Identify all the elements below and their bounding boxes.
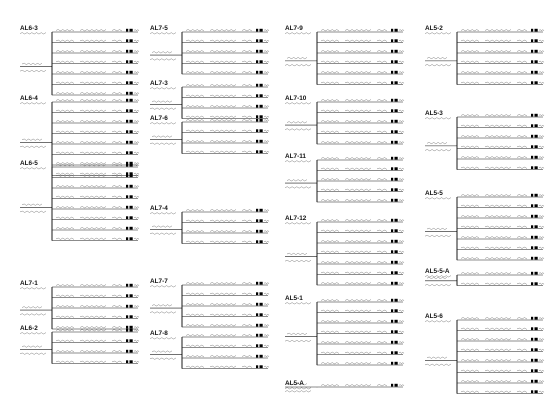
circuit-mark [260, 219, 263, 222]
circuit-mark [531, 282, 533, 285]
circuit-mark [256, 119, 258, 122]
circuit-mark [391, 362, 393, 365]
circuit-mark [260, 313, 263, 316]
circuit-mark [130, 50, 133, 53]
circuit-mark [126, 81, 128, 84]
circuit-mark [256, 282, 258, 285]
circuit-mark [391, 271, 393, 274]
circuit-mark [391, 309, 393, 312]
circuit-mark [130, 237, 133, 240]
circuit-mark [531, 71, 533, 74]
circuit-mark [256, 129, 258, 132]
circuit-mark [395, 261, 398, 264]
circuit-mark [260, 50, 263, 53]
circuit-mark [395, 271, 398, 274]
panel-title: AL5-A [285, 380, 304, 387]
circuit-mark [535, 390, 538, 393]
circuit-mark [256, 150, 258, 153]
panel-title: AL7-11 [285, 153, 306, 160]
circuit-mark [126, 206, 128, 209]
circuit-mark [535, 380, 538, 383]
circuit-mark [531, 204, 533, 207]
circuit-mark [126, 305, 128, 308]
circuit-mark [395, 167, 398, 170]
circuit-mark [126, 151, 128, 154]
circuit-mark [531, 194, 533, 197]
panel-title: AL7-7 [150, 278, 168, 285]
circuit-mark [391, 341, 393, 344]
panel-title: AL5-5 [425, 190, 443, 197]
circuit-mark [256, 115, 258, 118]
circuit-mark [395, 320, 398, 323]
panel-title: AL6-3 [20, 25, 38, 32]
circuit-mark [256, 240, 258, 243]
circuit-mark [130, 329, 133, 332]
circuit-mark [531, 39, 533, 42]
circuit-mark [395, 99, 398, 102]
circuit-mark [395, 39, 398, 42]
circuit-mark [126, 130, 128, 133]
circuit-mark [531, 215, 533, 218]
circuit-mark [531, 225, 533, 228]
circuit-mark [126, 29, 128, 32]
circuit-mark [256, 219, 258, 222]
circuit-mark [535, 348, 538, 351]
circuit-mark [535, 39, 538, 42]
panel-title: AL5-1 [285, 295, 303, 302]
circuit-mark [130, 206, 133, 209]
circuit-mark [130, 151, 133, 154]
circuit-mark [130, 305, 133, 308]
circuit-mark [535, 29, 538, 32]
circuit-mark [535, 166, 538, 169]
circuit-mark [130, 360, 133, 363]
circuit-mark [391, 261, 393, 264]
circuit-mark [130, 315, 133, 318]
circuit-mark [260, 240, 263, 243]
circuit-mark [256, 355, 258, 358]
circuit-mark [256, 29, 258, 32]
circuit-mark [535, 124, 538, 127]
circuit-mark [395, 29, 398, 32]
circuit-mark [535, 338, 538, 341]
circuit-mark [395, 109, 398, 112]
circuit-mark [535, 194, 538, 197]
circuit-mark [531, 359, 533, 362]
circuit-mark [130, 120, 133, 123]
circuit-mark [260, 105, 263, 108]
circuit-mark [130, 227, 133, 230]
circuit-mark [535, 135, 538, 138]
circuit-mark [130, 185, 133, 188]
circuit-mark [531, 348, 533, 351]
circuit-mark [391, 60, 393, 63]
circuit-mark [531, 236, 533, 239]
circuit-mark [126, 339, 128, 342]
circuit-mark [260, 129, 263, 132]
circuit-mark [126, 109, 128, 112]
circuit-mark [260, 29, 263, 32]
circuit-mark [130, 29, 133, 32]
circuit-mark [126, 174, 128, 177]
circuit-mark [130, 130, 133, 133]
circuit-mark [260, 150, 263, 153]
circuit-mark [130, 284, 133, 287]
circuit-mark [126, 99, 128, 102]
panel-title: AL7-8 [150, 330, 168, 337]
circuit-mark [531, 380, 533, 383]
circuit-mark [535, 282, 538, 285]
circuit-mark [391, 157, 393, 160]
circuit-mark [395, 157, 398, 160]
circuit-mark [391, 219, 393, 222]
circuit-mark [395, 282, 398, 285]
panel-title: AL5-3 [425, 110, 443, 117]
circuit-mark [391, 229, 393, 232]
panel-title: AL7-12 [285, 215, 307, 222]
circuit-mark [535, 272, 538, 275]
circuit-mark [395, 299, 398, 302]
circuit-mark [531, 166, 533, 169]
panel-title: AL7-9 [285, 25, 303, 32]
circuit-mark [535, 246, 538, 249]
circuit-mark [130, 326, 133, 329]
circuit-mark [391, 199, 393, 202]
circuit-mark [391, 141, 393, 144]
panel-title: AL5-6 [425, 313, 443, 320]
circuit-mark [126, 350, 128, 353]
circuit-mark [535, 204, 538, 207]
circuit-mark [535, 215, 538, 218]
circuit-mark [395, 60, 398, 63]
circuit-mark [391, 167, 393, 170]
circuit-mark [260, 292, 263, 295]
circuit-mark [260, 140, 263, 143]
circuit-mark [391, 29, 393, 32]
circuit-mark [126, 164, 128, 167]
circuit-mark [391, 81, 393, 84]
circuit-mark [391, 50, 393, 53]
circuit-mark [260, 71, 263, 74]
circuit-mark [126, 329, 128, 332]
circuit-mark [391, 320, 393, 323]
panel-title: AL7-5 [150, 25, 168, 32]
circuit-mark [126, 50, 128, 53]
circuit-mark [391, 120, 393, 123]
panel-title: AL7-6 [150, 115, 168, 122]
circuit-mark [256, 94, 258, 97]
circuit-mark [126, 294, 128, 297]
circuit-mark [535, 60, 538, 63]
circuit-mark [395, 229, 398, 232]
circuit-mark [395, 240, 398, 243]
circuit-mark [395, 199, 398, 202]
panel-title: AL6-5 [20, 160, 38, 167]
circuit-mark [395, 120, 398, 123]
circuit-mark [395, 71, 398, 74]
circuit-mark [531, 390, 533, 393]
circuit-mark [535, 317, 538, 320]
circuit-mark [535, 71, 538, 74]
circuit-mark [260, 282, 263, 285]
circuit-mark [130, 195, 133, 198]
circuit-mark [391, 299, 393, 302]
circuit-mark [395, 178, 398, 181]
circuit-mark [126, 326, 128, 329]
circuit-mark [531, 50, 533, 53]
circuit-mark [260, 209, 263, 212]
circuit-mark [130, 294, 133, 297]
circuit-mark [256, 84, 258, 87]
circuit-mark [260, 344, 263, 347]
circuit-mark [256, 344, 258, 347]
circuit-mark [535, 114, 538, 117]
circuit-mark [130, 109, 133, 112]
circuit-mark [256, 303, 258, 306]
circuit-mark [531, 272, 533, 275]
circuit-mark [126, 216, 128, 219]
circuit-mark [531, 145, 533, 148]
circuit-mark [130, 39, 133, 42]
circuit-mark [256, 39, 258, 42]
circuit-mark [535, 81, 538, 84]
circuit-mark [531, 29, 533, 32]
circuit-mark [256, 313, 258, 316]
panel-title: AL6-4 [20, 95, 38, 102]
circuit-mark [126, 120, 128, 123]
circuit-mark [391, 71, 393, 74]
circuit-mark [531, 369, 533, 372]
circuit-mark [531, 124, 533, 127]
circuit-mark [260, 230, 263, 233]
circuit-mark [531, 114, 533, 117]
circuit-mark [260, 365, 263, 368]
circuit-mark [531, 81, 533, 84]
circuit-mark [260, 94, 263, 97]
circuit-mark [535, 156, 538, 159]
panel-title: AL5-5-A [425, 268, 450, 275]
circuit-mark [531, 257, 533, 260]
circuit-mark [260, 303, 263, 306]
circuit-mark [126, 284, 128, 287]
circuit-mark [126, 39, 128, 42]
circuit-mark [256, 365, 258, 368]
circuit-mark [391, 188, 393, 191]
circuit-mark [130, 81, 133, 84]
circuit-mark [126, 195, 128, 198]
circuit-mark [531, 327, 533, 330]
circuit-mark [130, 92, 133, 95]
circuit-mark [535, 225, 538, 228]
circuit-mark [256, 105, 258, 108]
circuit-mark [126, 237, 128, 240]
circuit-mark [395, 141, 398, 144]
circuit-mark [126, 185, 128, 188]
circuit-mark [391, 250, 393, 253]
circuit-mark [260, 60, 263, 63]
circuit-mark [395, 188, 398, 191]
panel-title: AL7-4 [150, 205, 168, 212]
panel-title: AL7-3 [150, 80, 168, 87]
panel-title: AL5-2 [425, 25, 443, 32]
circuit-mark [395, 81, 398, 84]
circuit-mark [391, 384, 393, 387]
circuit-mark [535, 327, 538, 330]
circuit-mark [256, 50, 258, 53]
circuit-mark [535, 50, 538, 53]
circuit-mark [395, 351, 398, 354]
circuit-mark [391, 178, 393, 181]
circuit-mark [531, 135, 533, 138]
circuit-mark [391, 330, 393, 333]
circuit-mark [126, 60, 128, 63]
circuit-mark [126, 360, 128, 363]
circuit-mark [391, 109, 393, 112]
circuit-mark [256, 230, 258, 233]
circuit-mark [256, 209, 258, 212]
circuit-mark [130, 174, 133, 177]
panel-title: AL7-1 [20, 280, 38, 287]
circuit-mark [395, 330, 398, 333]
circuit-mark [535, 359, 538, 362]
circuit-mark [535, 369, 538, 372]
circuit-mark [126, 227, 128, 230]
circuit-mark [130, 99, 133, 102]
circuit-mark [256, 334, 258, 337]
circuit-mark [126, 71, 128, 74]
circuit-mark [130, 60, 133, 63]
circuit-mark [391, 39, 393, 42]
circuit-mark [256, 324, 258, 327]
circuit-mark [395, 219, 398, 222]
circuit-mark [531, 246, 533, 249]
circuit-mark [260, 355, 263, 358]
circuit-mark [126, 315, 128, 318]
circuit-mark [395, 362, 398, 365]
circuit-mark [395, 384, 398, 387]
circuit-mark [535, 145, 538, 148]
circuit-mark [260, 84, 263, 87]
circuit-mark [130, 350, 133, 353]
circuit-mark [126, 141, 128, 144]
circuit-mark [391, 130, 393, 133]
circuit-mark [130, 71, 133, 74]
circuit-mark [260, 119, 263, 122]
circuit-mark [535, 257, 538, 260]
circuit-mark [391, 99, 393, 102]
circuit-mark [391, 240, 393, 243]
circuit-mark [126, 92, 128, 95]
circuit-mark [130, 164, 133, 167]
circuit-mark [130, 141, 133, 144]
circuit-mark [256, 140, 258, 143]
circuit-mark [395, 130, 398, 133]
circuit-mark [260, 334, 263, 337]
circuit-mark [260, 115, 263, 118]
circuit-mark [395, 250, 398, 253]
circuit-mark [391, 282, 393, 285]
circuit-mark [260, 39, 263, 42]
circuit-mark [395, 50, 398, 53]
circuit-mark [256, 60, 258, 63]
panel-title: AL6-2 [20, 325, 38, 332]
circuit-mark [535, 236, 538, 239]
circuit-mark [391, 351, 393, 354]
circuit-mark [531, 156, 533, 159]
circuit-mark [130, 339, 133, 342]
circuit-mark [395, 309, 398, 312]
circuit-mark [256, 292, 258, 295]
circuit-mark [395, 341, 398, 344]
circuit-mark [256, 71, 258, 74]
circuit-mark [130, 216, 133, 219]
circuit-mark [531, 338, 533, 341]
circuit-mark [531, 317, 533, 320]
panel-title: AL7-10 [285, 95, 307, 102]
circuit-mark [531, 60, 533, 63]
circuit-mark [260, 324, 263, 327]
